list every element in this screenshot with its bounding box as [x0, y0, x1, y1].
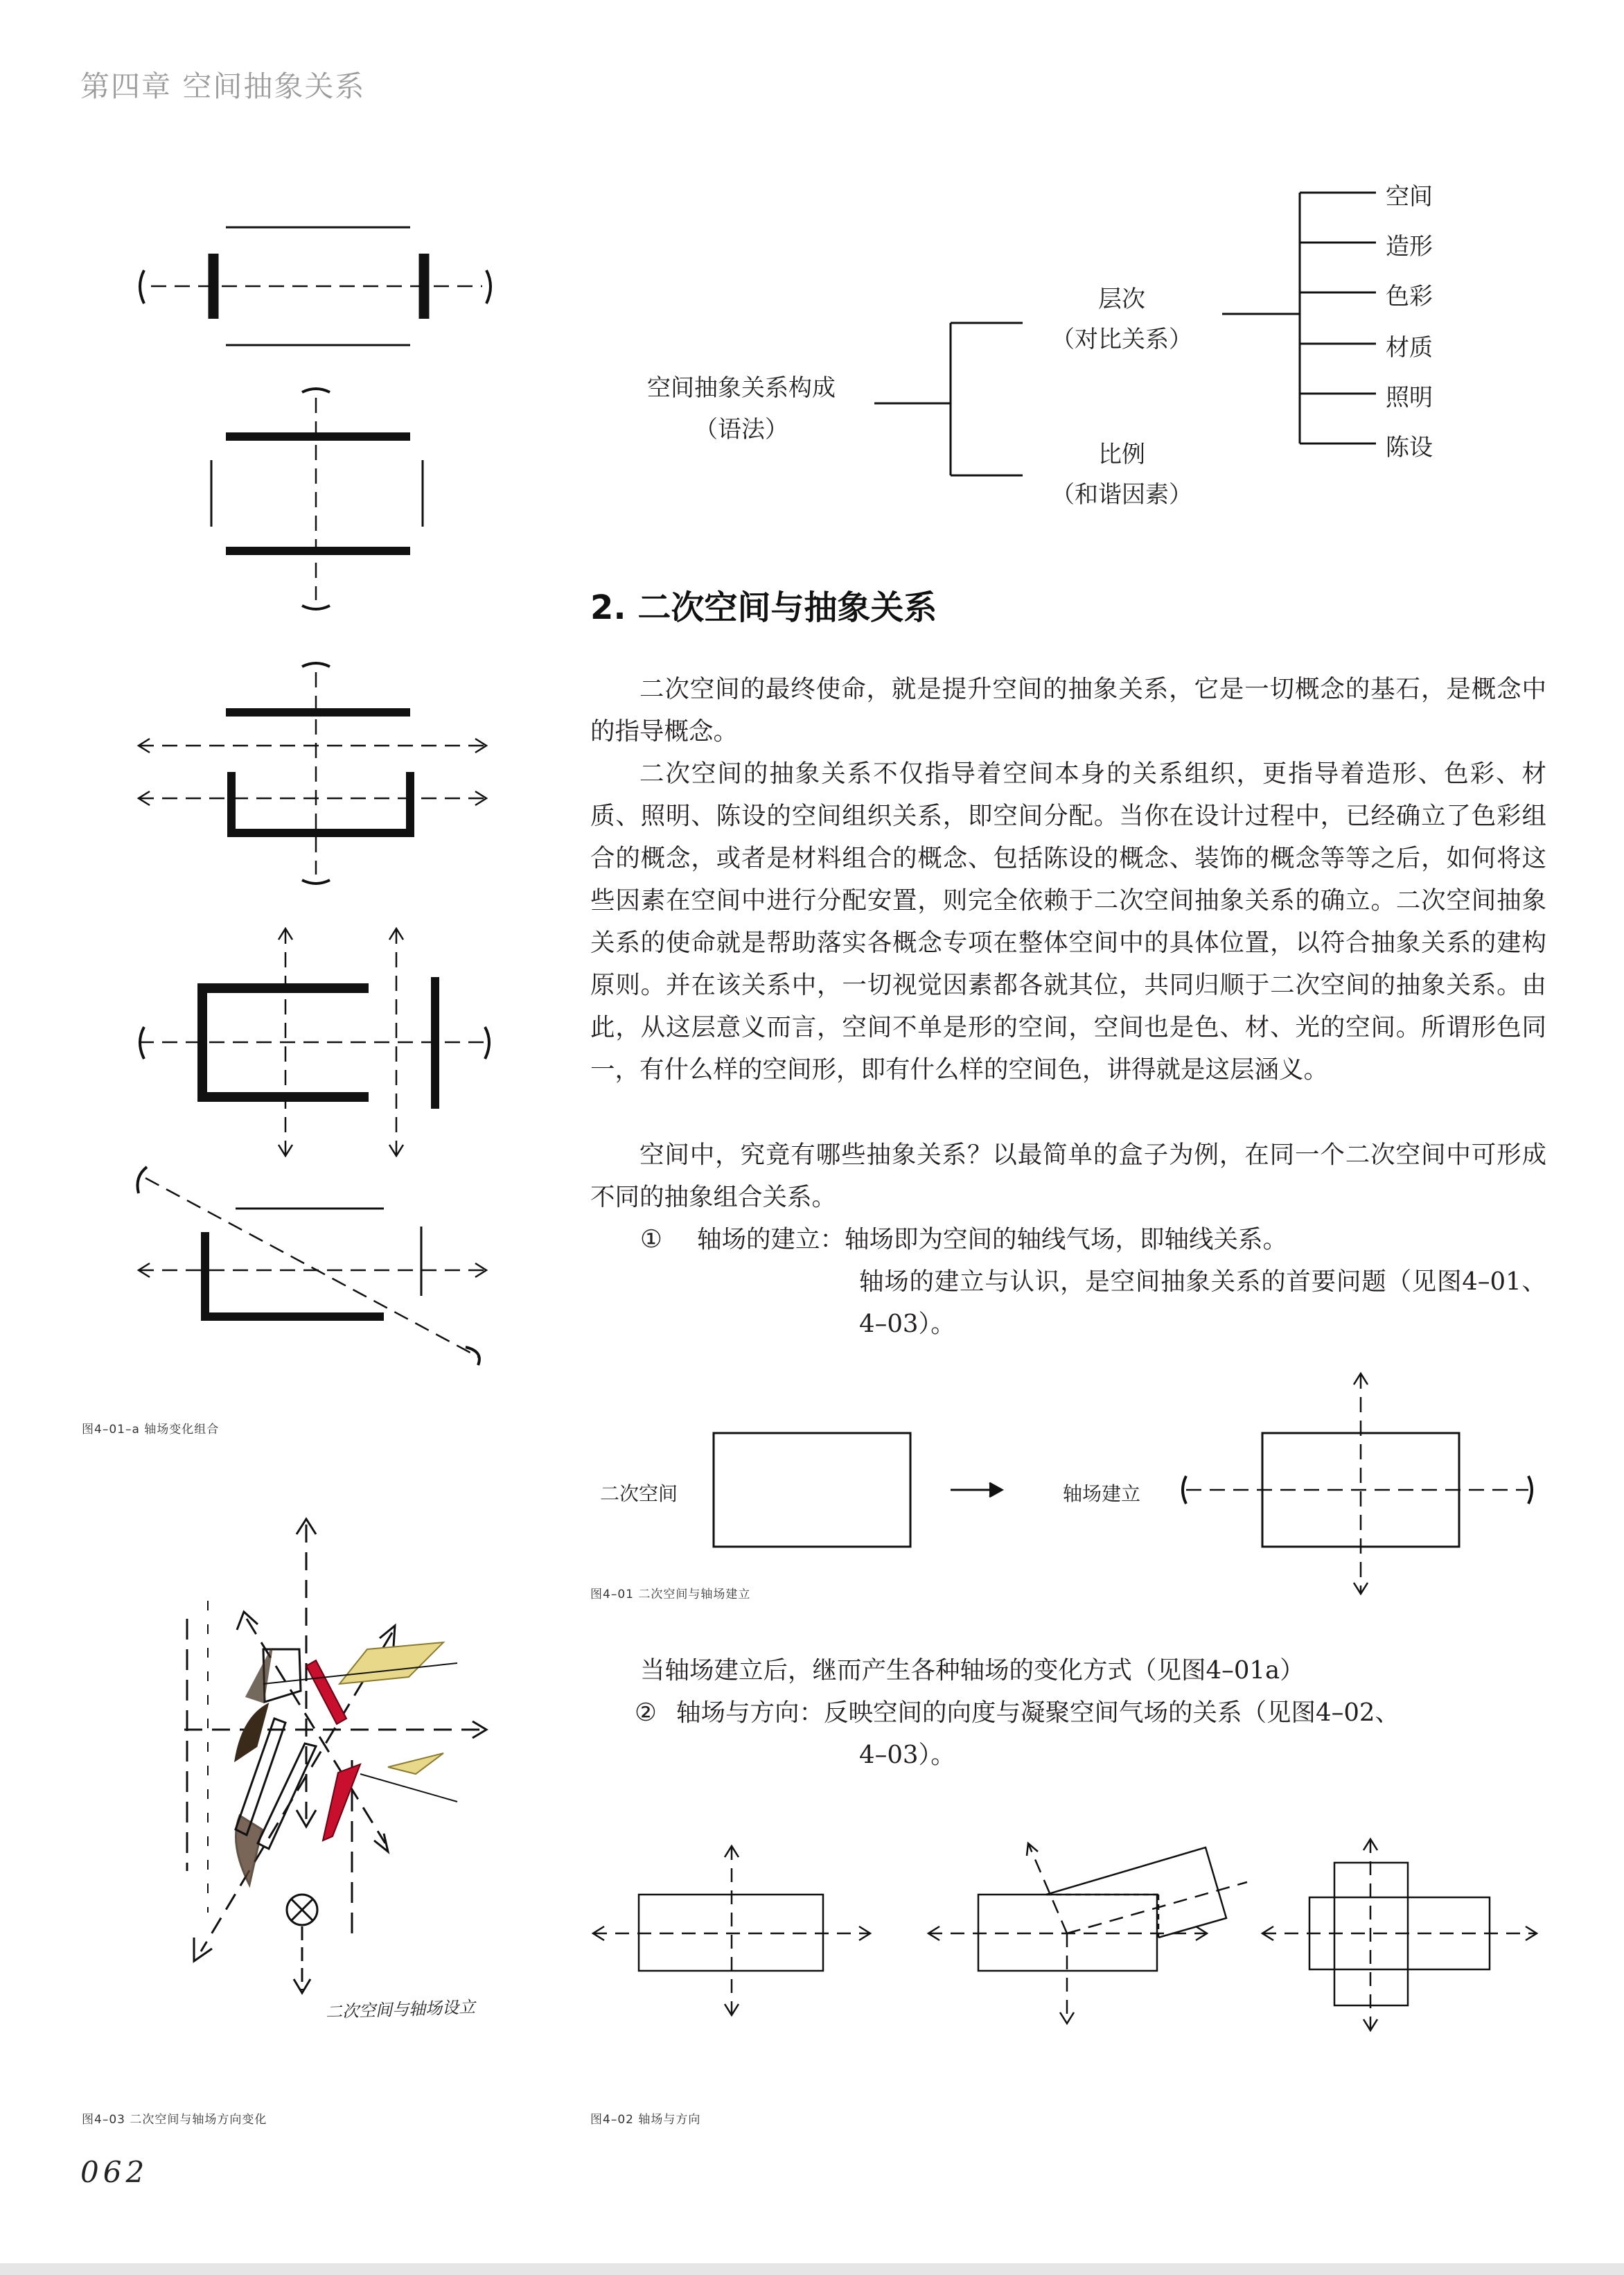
paragraph-3: 空间中，究竟有哪些抽象关系？以最简单的盒子为例，在同一个二次空间中可形成不同的抽象组合关系。 — [590, 1141, 1546, 1211]
list-item-1-detail: 轴场的建立与认识，是空间抽象关系的首要问题（见图4–01、4–03）。 — [859, 1267, 1546, 1338]
tree-branch-level-sub: （对比关系） — [1051, 326, 1192, 353]
page-number: 062 — [80, 2155, 149, 2189]
chapter-header: 第四章 空间抽象关系 — [80, 69, 366, 103]
tree-leaf-furnishing: 陈设 — [1386, 434, 1433, 462]
tree-leaf-space: 空间 — [1386, 183, 1433, 211]
list-item-2-detail: 4–03）。 — [859, 1741, 955, 1769]
tree-branch-level: 层次 — [1098, 286, 1145, 313]
figure-4-01a-caption: 图4–01–a 轴场变化组合 — [82, 1423, 220, 1437]
tree-leaf-form: 造形 — [1386, 233, 1433, 261]
paragraph-1: 二次空间的最终使命，就是提升空间的抽象关系，它是一切概念的基石，是概念中的指导概念。 — [590, 675, 1546, 746]
section-title: 2. 二次空间与抽象关系 — [590, 588, 937, 627]
figure-4-02-caption: 图4–02 轴场与方向 — [590, 2113, 701, 2127]
tree-root-sub: （语法） — [694, 416, 788, 443]
tree-leaf-lighting: 照明 — [1386, 384, 1433, 412]
figure-4-01-right-label: 轴场建立 — [1063, 1482, 1141, 1505]
tree-branch-proportion: 比例 — [1098, 441, 1145, 468]
figure-4-01-left-label: 二次空间 — [600, 1482, 678, 1505]
tree-leaf-color: 色彩 — [1386, 283, 1433, 310]
list-item-1-number: ① — [640, 1225, 662, 1254]
list-item-2-title: 轴场与方向：反映空间的向度与凝聚空间气场的关系（见图4–02、 — [676, 1698, 1400, 1727]
sketch-signature: 二次空间与轴场设立 — [325, 1997, 476, 2022]
tree-root: 空间抽象关系构成 — [647, 374, 836, 402]
page-bottom-band — [0, 2263, 1624, 2275]
paragraph-4: 当轴场建立后，继而产生各种轴场的变化方式（见图4–01a） — [640, 1656, 1305, 1685]
tree-branch-proportion-sub: （和谐因素） — [1051, 481, 1192, 509]
tree-leaf-material: 材质 — [1386, 334, 1433, 362]
list-item-2-number: ② — [635, 1698, 657, 1727]
list-item-1-title: 轴场的建立：轴场即为空间的轴线气场，即轴线关系。 — [697, 1225, 1288, 1254]
paragraph-2: 二次空间的抽象关系不仅指导着空间本身的关系组织，更指导着造形、色彩、材质、照明、陈设的空间组织关系，即空间分配。当你在设计过程中，已经确立了色彩组合的概念，或者是材料组合的概念、包括陈设的概念、装饰的概念等等之后，如何将这些因素在空间中进行分配安置，则完全依赖于二次空间抽象关系的确立。二次空间抽象关系的使命就是帮助落实各概念专项在整体空间中的具体位置，以符合抽象关系的建构原则。并在该关系中，一切视觉因素都各就其位，共同归顺于二次空间的抽象关系。由此，从这层意义而言，空间不单是形的空间，空间也是色、材、光的空间。所谓形色同一，有什么样的空间形，即有什么样的空间色，讲得就是这层涵义。 — [590, 759, 1546, 1084]
figure-4-03-caption: 图4–03 二次空间与轴场方向变化 — [82, 2113, 267, 2127]
figure-4-01-caption: 图4–01 二次空间与轴场建立 — [590, 1588, 751, 1601]
